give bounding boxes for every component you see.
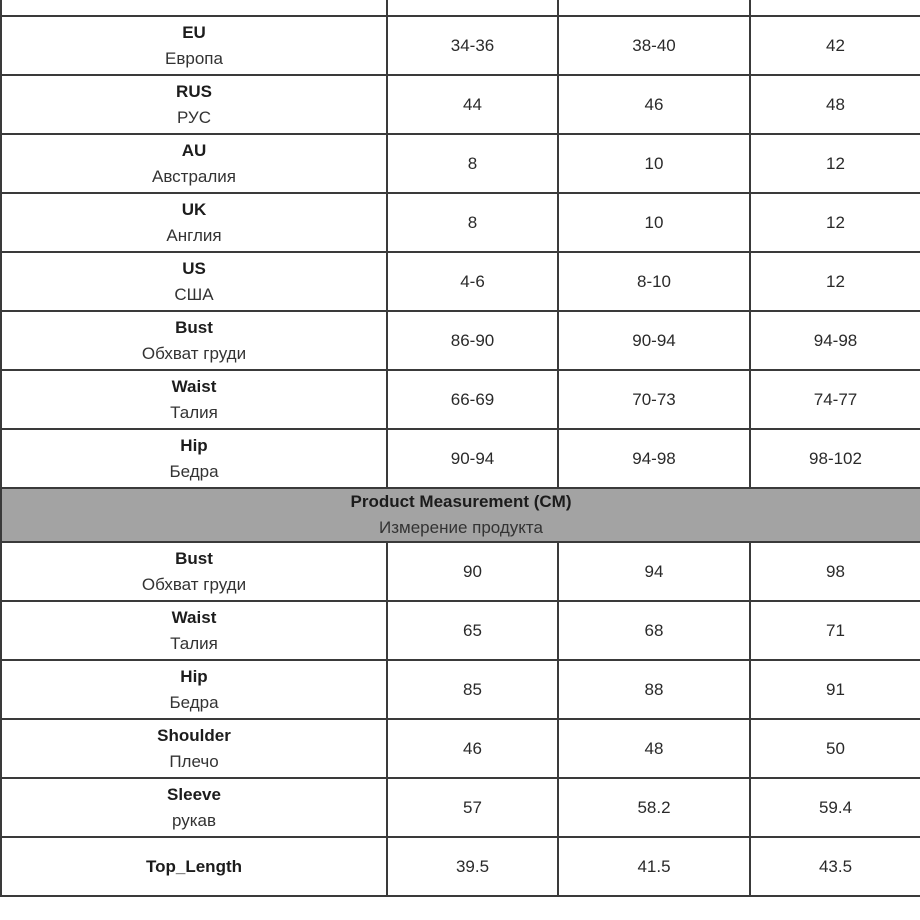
cell: 48 (558, 719, 750, 778)
table-row-uk (1, 193, 920, 252)
row-label (1, 542, 387, 601)
cell: 98-102 (750, 429, 920, 488)
cell: 8 (387, 134, 558, 193)
row-label (1, 370, 387, 429)
label-en: Sleeve (167, 784, 221, 804)
row-label (1, 778, 387, 837)
row-label (1, 601, 387, 660)
table-row-waist (1, 370, 920, 429)
label-ru: США (174, 284, 214, 304)
label-en: Hip (180, 435, 208, 455)
cell: 58.2 (558, 778, 750, 837)
cell: 34-36 (387, 16, 558, 75)
section-title-ru: Измерение продукта (379, 518, 543, 537)
cell (750, 0, 920, 16)
label-en: Waist (171, 607, 217, 627)
label-ru: Плечо (169, 751, 219, 771)
row-label (1, 660, 387, 719)
row-label (1, 75, 387, 134)
cell: 90-94 (387, 429, 558, 488)
label-en: Bust (175, 317, 213, 337)
cell: 8-10 (558, 252, 750, 311)
cell: 42 (750, 16, 920, 75)
cell: 4-6 (387, 252, 558, 311)
cell: 59.4 (750, 778, 920, 837)
row-label (1, 193, 387, 252)
table-row-product-bust (1, 542, 920, 601)
row-label (1, 16, 387, 75)
cell: 12 (750, 134, 920, 193)
cell: 90 (387, 542, 558, 601)
table-row-product-top-length (1, 837, 920, 896)
table-row-product-hip (1, 660, 920, 719)
cell: 43.5 (750, 837, 920, 896)
cell: 48 (750, 75, 920, 134)
row-label (1, 134, 387, 193)
label-ru: Талия (170, 402, 218, 422)
cell: 46 (558, 75, 750, 134)
table-row-au (1, 134, 920, 193)
label-en: Hip (180, 666, 208, 686)
cell: 68 (558, 601, 750, 660)
table-row-product-sleeve (1, 778, 920, 837)
cell: 12 (750, 193, 920, 252)
cell: 57 (387, 778, 558, 837)
cell: 71 (750, 601, 920, 660)
cell: 38-40 (558, 16, 750, 75)
cell (558, 0, 750, 16)
table-row-product-waist (1, 601, 920, 660)
cell: 88 (558, 660, 750, 719)
label-ru: Бедра (169, 461, 219, 481)
section-header-row (1, 488, 920, 542)
cell: 94 (558, 542, 750, 601)
cell: 10 (558, 134, 750, 193)
cell: 90-94 (558, 311, 750, 370)
cell: 65 (387, 601, 558, 660)
row-label (1, 837, 387, 896)
label-ru: Англия (166, 225, 222, 245)
table-row-us (1, 252, 920, 311)
cell: 74-77 (750, 370, 920, 429)
table-row-rus (1, 75, 920, 134)
table-row-eu (1, 16, 920, 75)
label-en: Top_Length (146, 856, 242, 876)
row-label (1, 252, 387, 311)
label-ru: Обхват груди (141, 343, 247, 363)
label-en: Shoulder (157, 725, 231, 745)
label-ru: рукав (171, 810, 217, 830)
cell: 8 (387, 193, 558, 252)
cell: 94-98 (558, 429, 750, 488)
label-en: US (182, 258, 206, 278)
label-en: RUS (176, 81, 212, 101)
cell: 94-98 (750, 311, 920, 370)
table-row-bust (1, 311, 920, 370)
cell: 86-90 (387, 311, 558, 370)
cell: 50 (750, 719, 920, 778)
row-label (1, 429, 387, 488)
table-row-hip (1, 429, 920, 488)
label-ru: Бедра (169, 692, 219, 712)
label-en: EU (182, 22, 206, 42)
label-ru: РУС (176, 107, 212, 127)
table-row-product-shoulder (1, 719, 920, 778)
label-ru: Талия (170, 633, 218, 653)
size-table-body (1, 0, 920, 896)
cell: 66-69 (387, 370, 558, 429)
label-en: UK (181, 199, 207, 219)
row-label (1, 311, 387, 370)
cell: 46 (387, 719, 558, 778)
row-label (1, 719, 387, 778)
cell: 12 (750, 252, 920, 311)
cell: 91 (750, 660, 920, 719)
label-en: Waist (171, 376, 217, 396)
label-en: AU (181, 140, 207, 160)
table-row-size (1, 0, 920, 16)
row-label (1, 0, 387, 16)
cell (387, 0, 558, 16)
label-ru: Обхват груди (141, 574, 247, 594)
label-en: Bust (175, 548, 213, 568)
label-ru: Европа (165, 48, 223, 68)
section-header (1, 488, 920, 542)
cell: 10 (558, 193, 750, 252)
cell: 44 (387, 75, 558, 134)
cell: 85 (387, 660, 558, 719)
cell: 70-73 (558, 370, 750, 429)
cell: 41.5 (558, 837, 750, 896)
cell: 98 (750, 542, 920, 601)
section-title-en: Product Measurement (CM) (350, 492, 572, 511)
cell: 39.5 (387, 837, 558, 896)
label-ru: Австралия (152, 166, 236, 186)
